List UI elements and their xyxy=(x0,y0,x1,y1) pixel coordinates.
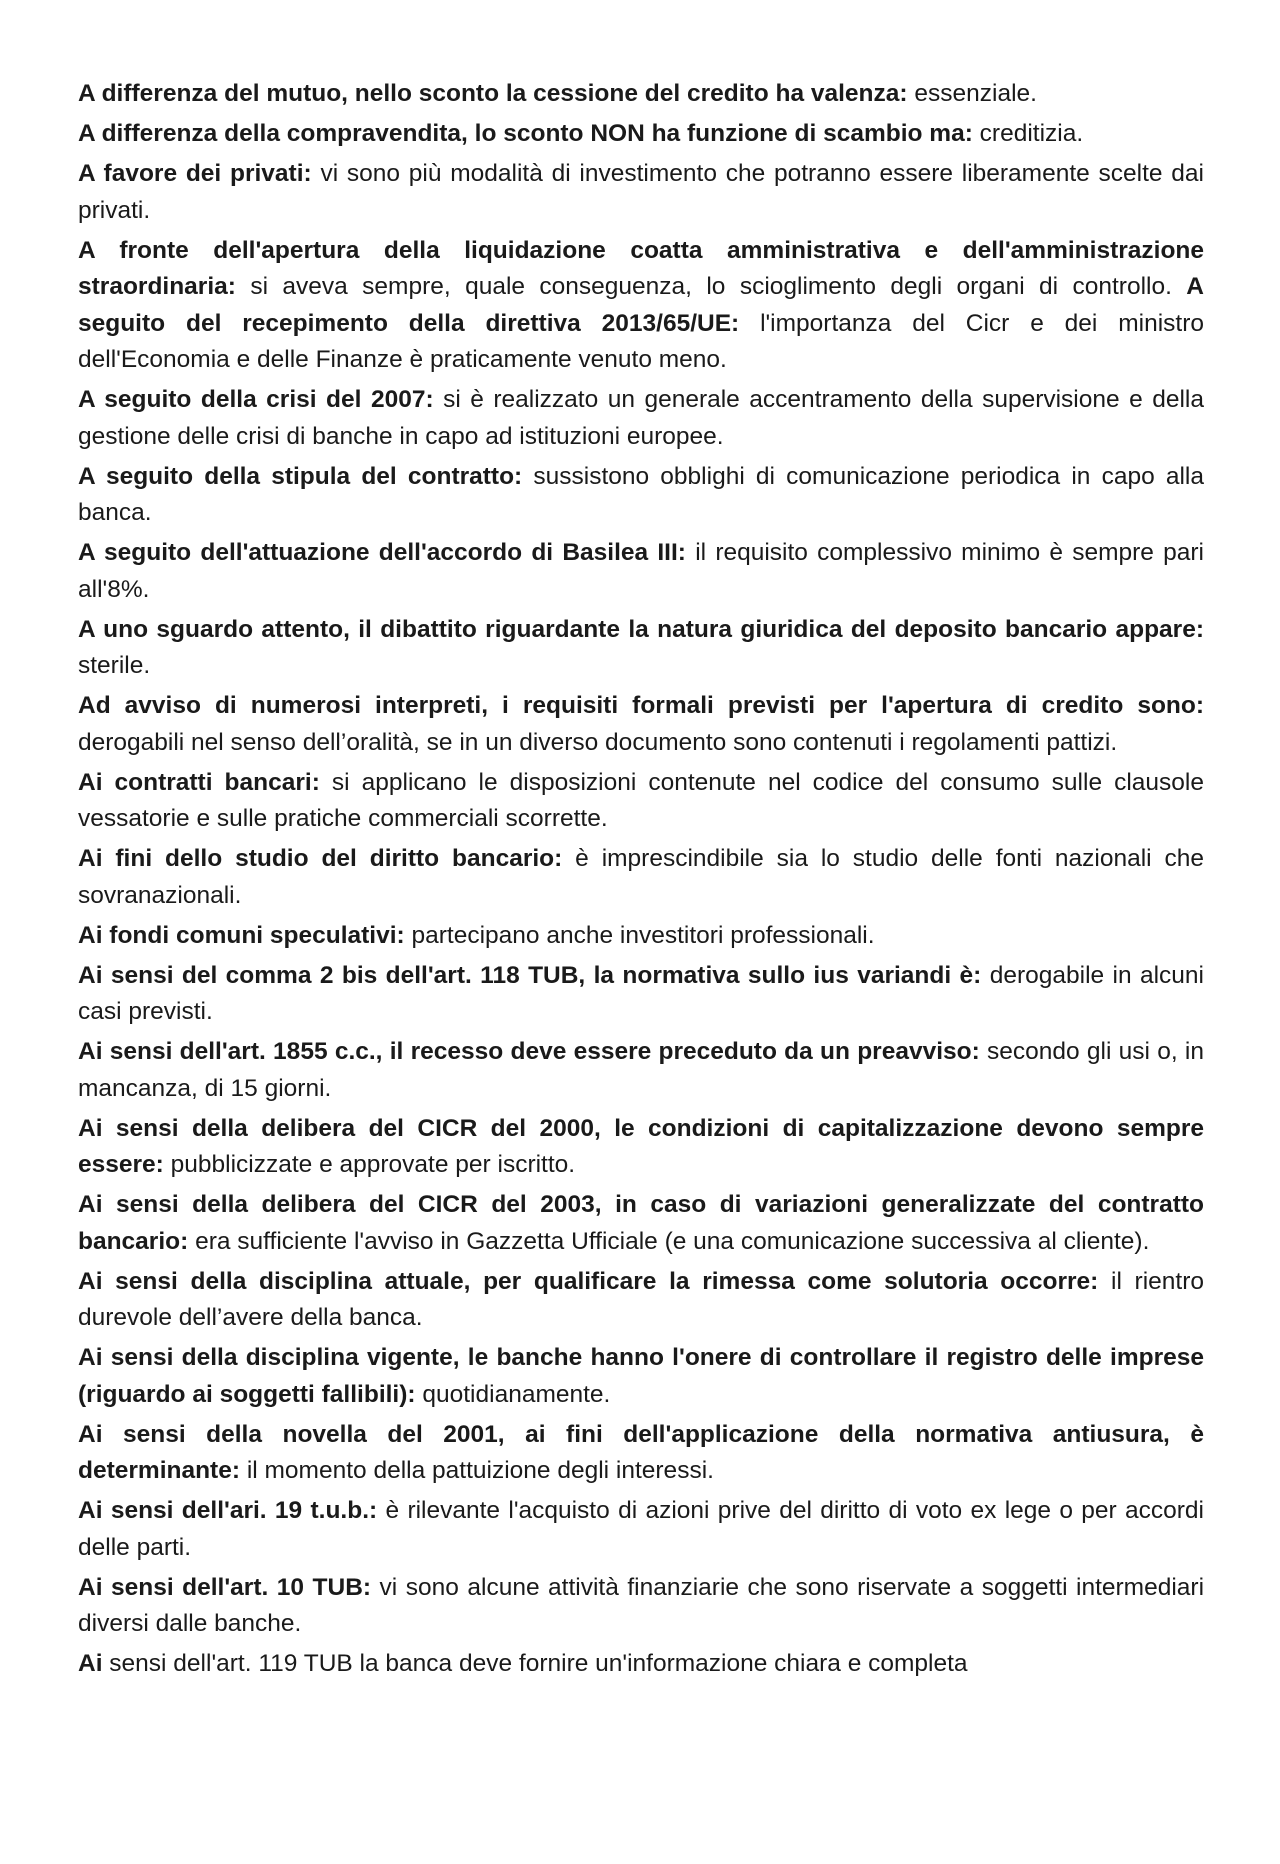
entry-14-question: Ai sensi dell'art. 1855 c.c., il recesso deve essere preceduto da un preavviso: xyxy=(78,1038,980,1065)
entry-15-question: Ai sensi della delibera del CICR del 2000, le condizioni di capitalizzazione devono sempre essere: xyxy=(78,1114,1204,1178)
entry-6-question: A seguito della stipula del contratto: xyxy=(78,462,523,490)
entry-16-answer: era sufficiente l'avviso in Gazzetta Ufficiale (e una comunicazione successiva al cliente). xyxy=(188,1227,1150,1255)
entry-4-question-2: A seguito del recepimento della direttiva 2013/65/UE: xyxy=(78,273,1204,337)
entry-8-answer: sterile. xyxy=(78,652,151,679)
entry-19 xyxy=(78,1417,1204,1490)
entry-13-question: Ai sensi del comma 2 bis dell'art. 118 TUB, la normativa sullo ius variandi è: xyxy=(78,961,982,989)
entry-5-question: A seguito della crisi del 2007: xyxy=(78,386,434,413)
entry-18-question: Ai sensi della disciplina vigente, le banche hanno l'onere di controllare il registro delle imprese (riguardo ai soggetti fallibili): xyxy=(78,1344,1204,1408)
entry-14-answer: secondo gli usi o, in mancanza, di 15 giorni. xyxy=(78,1038,1204,1102)
entry-13-answer: derogabile in alcuni casi previsti. xyxy=(78,961,1204,1025)
entry-10 xyxy=(78,765,1204,838)
entry-11 xyxy=(78,841,1204,914)
entry-11-question: Ai fini dello studio del diritto bancario: xyxy=(78,845,563,872)
entry-12-question: Ai fondi comuni speculativi: xyxy=(78,921,405,949)
entry-4-answer: si aveva sempre, quale conseguenza, lo scioglimento degli organi di controllo. xyxy=(235,273,1187,300)
entry-22-question: Ai xyxy=(78,1650,103,1677)
entry-1-answer: essenziale. xyxy=(907,80,1037,107)
entry-3 xyxy=(78,156,1204,229)
entry-21 xyxy=(78,1570,1204,1643)
entry-3-answer: vi sono più modalità di investimento che potranno essere liberamente scelte dai privati. xyxy=(78,160,1204,224)
entry-3-question: A favore dei privati: xyxy=(78,160,312,187)
entry-5 xyxy=(78,382,1204,455)
entry-2-question: A differenza della compravendita, lo sconto NON ha funzione di scambio ma: xyxy=(78,120,973,147)
entry-4 xyxy=(78,233,1204,379)
entry-9-answer: derogabili nel senso dell’oralità, se in un diverso documento sono contenuti i regolamenti pattizi. xyxy=(78,728,1118,756)
entry-12-answer: partecipano anche investitori professionali. xyxy=(404,921,875,949)
entry-6-answer: sussistono obblighi di comunicazione periodica in capo alla banca. xyxy=(78,462,1204,526)
entry-11-answer: è imprescindibile sia lo studio delle fonti nazionali che sovranazionali. xyxy=(78,845,1204,909)
entry-17 xyxy=(78,1264,1204,1337)
entry-7 xyxy=(78,535,1204,608)
entry-17-answer: il rientro durevole dell’avere della banca. xyxy=(78,1267,1204,1331)
entry-16 xyxy=(78,1187,1204,1260)
entry-22 xyxy=(78,1646,1204,1683)
entry-16-question: Ai sensi della delibera del CICR del 2003, in caso di variazioni generalizzate del contratto bancario: xyxy=(78,1191,1204,1255)
entry-13 xyxy=(78,958,1204,1031)
entry-17-question: Ai sensi della disciplina attuale, per qualificare la rimessa come solutoria occorre: xyxy=(78,1267,1099,1295)
entry-9 xyxy=(78,688,1204,761)
entry-5-answer: si è realizzato un generale accentramento della supervisione e della gestione delle crisi di banche in capo ad istituzioni europee. xyxy=(78,386,1204,450)
document-page xyxy=(78,76,1204,1686)
entry-1-question: A differenza del mutuo, nello sconto la cessione del credito ha valenza: xyxy=(78,80,908,107)
entry-20-question: Ai sensi dell'ari. 19 t.u.b.: xyxy=(78,1497,378,1524)
entry-6 xyxy=(78,459,1204,532)
entry-7-question: A seguito dell'attuazione dell'accordo di Basilea III: xyxy=(78,539,686,566)
entry-8 xyxy=(78,612,1204,685)
entry-2-answer: creditizia. xyxy=(972,120,1084,147)
entry-8-question: A uno sguardo attento, il dibattito riguardante la natura giuridica del deposito bancario appare: xyxy=(78,615,1204,643)
entry-1 xyxy=(78,76,1204,113)
entry-18 xyxy=(78,1340,1204,1413)
entry-4-answer-2: l'importanza del Cicr e dei ministro dell'Economia e delle Finanze è praticamente venuto meno. xyxy=(78,309,1204,373)
entry-10-answer: si applicano le disposizioni contenute nel codice del consumo sulle clausole vessatorie e sulle pratiche commerciali scorrette. xyxy=(78,768,1204,832)
entry-9-question: Ad avviso di numerosi interpreti, i requisiti formali previsti per l'apertura di credito sono: xyxy=(78,692,1204,719)
entry-20-answer: è rilevante l'acquisto di azioni prive del diritto di voto ex lege o per accordi delle parti. xyxy=(78,1497,1204,1561)
entry-22-answer: sensi dell'art. 119 TUB la banca deve fornire un'informazione chiara e completa xyxy=(102,1650,968,1677)
entry-19-answer: il momento della pattuizione degli interessi. xyxy=(240,1457,714,1484)
entry-12 xyxy=(78,918,1204,955)
entry-21-answer: vi sono alcune attività finanziarie che sono riservate a soggetti intermediari diversi dalle banche. xyxy=(78,1573,1205,1637)
entry-15-answer: pubblicizzate e approvate per iscritto. xyxy=(163,1151,576,1178)
entry-21-question: Ai sensi dell'art. 10 TUB: xyxy=(78,1573,372,1601)
entry-15 xyxy=(78,1111,1204,1184)
entry-18-answer: quotidianamente. xyxy=(415,1380,611,1408)
entry-14 xyxy=(78,1034,1204,1107)
entry-20 xyxy=(78,1493,1204,1566)
entry-2 xyxy=(78,116,1204,153)
entry-7-answer: il requisito complessivo minimo è sempre pari all'8%. xyxy=(78,539,1204,603)
entry-4-question: A fronte dell'apertura della liquidazione coatta amministrativa e dell'amministrazione straordinaria: xyxy=(78,236,1204,300)
entry-10-question: Ai contratti bancari: xyxy=(78,768,320,796)
entry-19-question: Ai sensi della novella del 2001, ai fini dell'applicazione della normativa antiusura, è determinante: xyxy=(78,1420,1204,1484)
